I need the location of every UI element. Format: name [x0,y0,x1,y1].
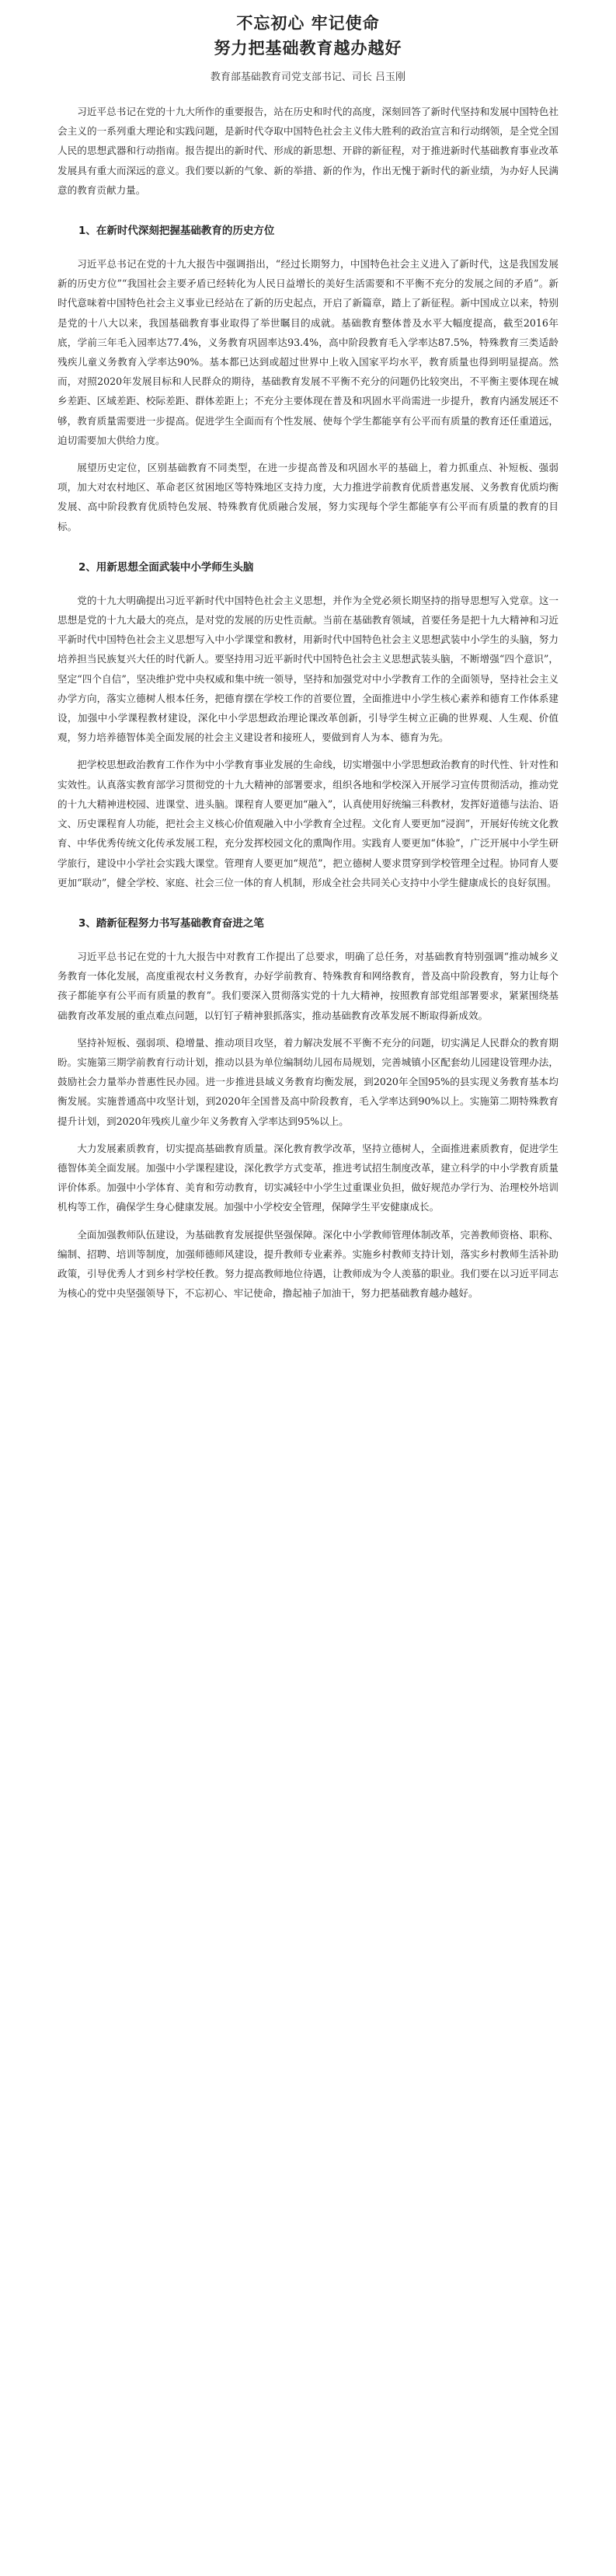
section-paragraph: 把学校思想政治教育工作作为中小学教育事业发展的生命线，切实增强中小学思想政治教育的时代性、针对性和实效性。认真落实教育部学习贯彻党的十九大精神的部署要求，组织各地和学校深入开展学习宣传贯彻活动，推动党的十九大精神进校园、进课堂、进头脑。课程育人要更加“融入”，认真使用好统编三科教材，发挥好道德与法治、语文、历史课程育人功能，把社会主义核心价值观融入中小学教育全过程。文化育人要更加“浸润”，开展好传统文化教育、中华优秀传统文化传承发展工程，充分发挥校园文化的熏陶作用。实践育人要更加“体验”，广泛开展中小学生研学旅行，建设中小学社会实践大课堂。管理育人要更加“规范”，把立德树人要求贯穿到学校管理全过程。协同育人要更加“联动”，健全学校、家庭、社会三位一体的育人机制，形成全社会共同关心支持中小学生健康成长的良好氛围。 [57,759,559,888]
section-paragraph: 展望历史定位，区别基础教育不同类型，在进一步提高普及和巩固水平的基础上，着力抓重点、补短板、强弱项，加大对农村地区、革命老区贫困地区等特殊地区支持力度，大力推进学前教育优质普惠发展、义务教育优质均衡发展、高中阶段教育优质特色发展、特殊教育优质融合发展，努力实现每个学生都能享有公平而有质量的教育的目标。 [57,462,559,532]
section-paragraph: 习近平总书记在党的十九大报告中对教育工作提出了总要求，明确了总任务，对基础教育特别强调“推动城乡义务教育一体化发展，高度重视农村义务教育，办好学前教育、特殊教育和网络教育，普及高中阶段教育，努力让每个孩子都能享有公平而有质量的教育”。我们要深入贯彻落实党的十九大精神，按照教育部党组部署要求，紧紧围绕基础教育改革发展的重点难点问题，以钉钉子精神狠抓落实，推动基础教育改革发展不断取得新成效。 [57,950,559,1021]
section-heading: 2、用新思想全面武装中小学师生头脑 [78,560,254,574]
section-2 [57,558,559,892]
section-paragraph: 全面加强教师队伍建设，为基础教育发展提供坚强保障。深化中小学教师管理体制改革，完善教师资格、职称、编制、招聘、培训等制度，加强师德师风建设，提升教师专业素养。实施乡村教师支持计划，落实乡村教师生活补助政策，引导优秀人才到乡村学校任教。努力提高教师地位待遇，让教师成为令人羡慕的职业。我们要在以习近平同志为核心的党中央坚强领导下，不忘初心、牢记使命，撸起袖子加油干，努力把基础教育越办越好。 [57,1228,559,1300]
section-heading: 1、在新时代深刻把握基础教育的历史方位 [78,225,275,238]
section-1 [57,222,559,536]
intro-paragraph: 习近平总书记在党的十九大所作的重要报告，站在历史和时代的高度，深刻回答了新时代坚持和发展中国特色社会主义的一系列重大理论和实践问题，是新时代夺取中国特色社会主义伟大胜利的政治宣言和行动纲领，是全党全国人民的思想武器和行动指南。报告提出的新时代、形成的新思想、开辟的新征程，对于推进新时代基础教育事业改革发展具有重大而深远的意义。我们要以新的气象、新的举措、新的作为，作出无愧于新时代的新业绩，为办好人民满意的教育贡献力量。 [57,106,559,196]
section-paragraph: 坚持补短板、强弱项、稳增量、推动项目攻坚，着力解决发展不平衡不充分的问题，切实满足人民群众的教育期盼。实施第三期学前教育行动计划，推动以县为单位编制幼儿园布局规划，完善城镇小区配套幼儿园建设管理办法，鼓励社会力量举办普惠性民办园。进一步推进县域义务教育均衡发展，到2020年全国95%的县实现义务教育基本均衡发展。实施普通高中攻坚计划，到2020年全国普及高中阶段教育，毛入学率达到90%以上。实施第二期特殊教育提升计划，到2020年残疾儿童少年义务教育入学率达到95%以上。 [57,1036,559,1127]
section-3 [57,914,559,1303]
article-author: 教育部基础教育司党支部书记、司长 吕玉刚 [210,72,406,83]
article-title: 不忘初心 牢记使命 [236,14,380,33]
section-paragraph: 习近平总书记在党的十九大报告中强调指出，“经过长期努力，中国特色社会主义进入了新时代，这是我国发展新的历史方位”“我国社会主要矛盾已经转化为人民日益增长的美好生活需要和不平衡不充分的发展之间的矛盾”。新时代意味着中国特色社会主义事业已经站在了新的历史起点，开启了新篇章，踏上了新征程。新中国成立以来，特别是党的十八大以来，我国基础教育事业取得了举世瞩目的成就。基础教育整体普及水平大幅度提高，截至2016年底，学前三年毛入园率达77.4%，义务教育巩固率达93.4%，高中阶段教育毛入学率达87.5%，特殊教育三类适龄残疾儿童义务教育入学率达90%。基本都已达到或超过世界中上收入国家平均水平，教育质量也得到明显提高。然而，对照2020年发展目标和人民群众的期待，基础教育发展不平衡不充分的问题仍比较突出，不平衡主要体现在城乡差距、区域差距、校际差距、群体差距上；不充分主要体现在普及和巩固水平尚需进一步提升，教育内涵发展还不够，教育质量需要进一步提高。促进学生全面而有个性发展、使每个学生都能享有公平而有质量的教育还任重道远，迫切需要加大供给力度。 [57,258,559,446]
section-heading: 3、踏新征程努力书写基础教育奋进之笔 [78,916,264,930]
section-paragraph: 大力发展素质教育，切实提高基础教育质量。深化教育教学改革，坚持立德树人，全面推进素质教育，促进学生德智体美全面发展。加强中小学课程建设，深化教学方式变革，推进考试招生制度改革，建立科学的中小学教育质量评价体系。加强中小学体育、美育和劳动教育，切实减轻中小学生过重课业负担，做好规范办学行为、治理校外培训机构等工作，确保学生身心健康发展。加强中小学校安全管理，保障学生平安健康成长。 [57,1142,559,1213]
section-paragraph: 党的十九大明确提出习近平新时代中国特色社会主义思想，并作为全党必须长期坚持的指导思想写入党章。这一思想是党的十九大最大的亮点，是对党的发展的历史性贡献。当前在基础教育领域，首要任务是把十九大精神和习近平新时代中国特色社会主义思想写入中小学课堂和教材，用新时代中国特色社会主义思想武装中小学生的头脑，努力培养担当民族复兴大任的时代新人。要坚持用习近平新时代中国特色社会主义思想武装头脑，不断增强“四个意识”，坚定“四个自信”，坚决维护党中央权威和集中统一领导，坚持和加强党对中小学教育工作的全面领导，坚持社会主义办学方向，落实立德树人根本任务，把德育摆在学校工作的首要位置，全面推进中小学生核心素养和德育工作体系建设，加强中小学课程教材建设，深化中小学思想政治理论课改革创新，引导学生树立正确的世界观、人生观、价值观，努力培养德智体美全面发展的社会主义建设者和接班人，要做到育人为本、德育为先。 [57,594,559,744]
article-subtitle: 努力把基础教育越办越好 [214,39,402,58]
